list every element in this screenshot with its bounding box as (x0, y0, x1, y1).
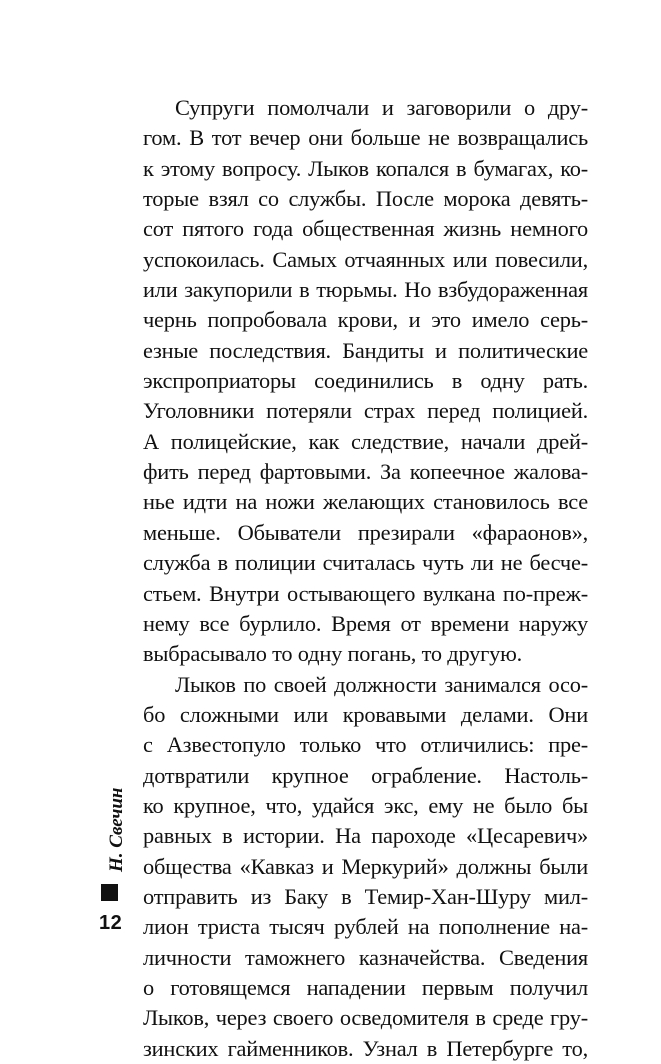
text-line: чернь попробовала крови, и это имело серь- (143, 307, 588, 333)
text-line: фить перед фартовыми. За копеечное жалова- (143, 459, 588, 485)
paragraph-1 (143, 93, 588, 670)
text-line: общества «Кавказ и Меркурий» должны были (143, 853, 588, 879)
text-line: дотвратили крупное ограбление. Настоль- (143, 762, 588, 788)
text-line: сот пятого года общественная жизнь немного (143, 216, 588, 242)
text-line: отправить из Баку в Темир-Хан-Шуру мил- (143, 883, 588, 909)
running-header-author: Н. Свечин (106, 787, 127, 872)
body-text (143, 93, 588, 1064)
text-line: зинских гайменников. Узнал в Петербурге то, (143, 1035, 588, 1061)
text-line: Уголовники потеряли страх перед полицией. (143, 398, 588, 424)
text-line: личности таможнего казначейства. Сведения (143, 944, 588, 970)
text-line: ко крупное, что, удайся экс, ему не было бы (143, 792, 588, 818)
text-line: к этому вопросу. Лыков копался в бумагах, ко- (143, 155, 588, 181)
text-line: служба в полиции считалась чуть ли не бесче- (143, 550, 588, 576)
text-line: Лыков, через своего осведомителя в среде гру- (143, 1005, 588, 1031)
text-line: нье идти на ножи желающих становилось все (143, 489, 588, 515)
text-line: равных в истории. На пароходе «Цесаревич» (143, 823, 588, 849)
text-line: езные последствия. Бандиты и политические (143, 337, 588, 363)
text-line: лион триста тысяч рублей на пополнение на- (143, 914, 588, 940)
text-line: Супруги помолчали и заговорили о дру- (175, 95, 588, 120)
text-line: успокоилась. Самых отчаянных или повесили, (143, 246, 588, 272)
page-marker-square (101, 884, 118, 901)
text-line: торые взял со службы. После морока девять- (143, 186, 588, 212)
text-line: гом. В тот вечер они больше не возвращались (143, 125, 588, 151)
text-line: бо сложными или кровавыми делами. Они (143, 701, 588, 727)
text-line: нему все бурлило. Время от времени наружу (143, 610, 588, 636)
text-line: или закупорили в тюрьмы. Но взбудораженная (143, 277, 588, 303)
page-number: 12 (99, 912, 123, 934)
text-line: о готовящемся нападении первым получил (143, 974, 588, 1000)
text-line: с Азвестопуло только что отличились: пре- (143, 732, 588, 758)
text-line: стьем. Внутри остывающего вулкана по-преж- (143, 580, 588, 606)
text-line: А полицейские, как следствие, начали дрей- (143, 428, 588, 454)
paragraph-2 (143, 670, 588, 1064)
text-line: экспроприаторы соединились в одну рать. (143, 368, 588, 394)
text-line: меньше. Обыватели презирали «фараонов», (143, 519, 588, 545)
text-line: выбрасывало то одну погань, то другую. (143, 641, 523, 667)
text-line: Лыков по своей должности занимался осо- (175, 671, 588, 697)
